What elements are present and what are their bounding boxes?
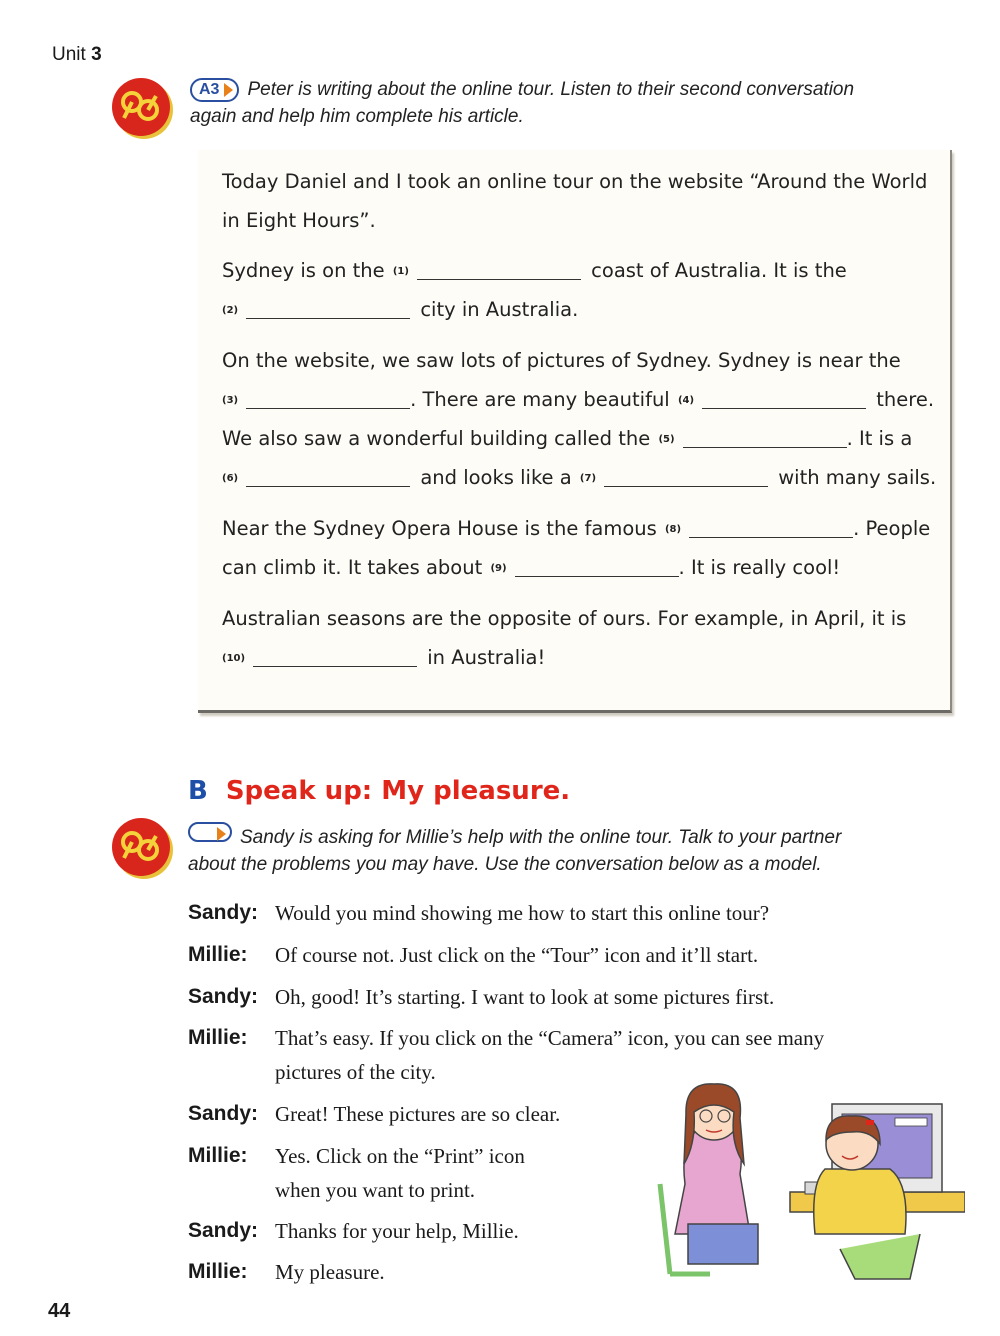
section-b-instruction — [188, 822, 948, 878]
passage-line — [222, 209, 376, 232]
unit-number: 3 — [91, 44, 102, 65]
blank-5[interactable] — [683, 429, 847, 448]
dialogue-line: pictures of the city. — [275, 1060, 436, 1084]
blank-number: (10) — [222, 653, 246, 664]
passage-text: in Eight Hours”. — [222, 209, 376, 232]
dialogue-line: Thanks for your help, Millie. — [275, 1219, 519, 1243]
speaker-name: Sandy: — [188, 985, 259, 1008]
blank-number: (3) — [222, 395, 239, 406]
blank-6[interactable] — [246, 468, 410, 487]
passage-text: Today Daniel and I took an online tour on the website “Around the World — [222, 170, 928, 193]
passage-line — [222, 607, 906, 630]
blank-3[interactable] — [246, 390, 410, 409]
passage-text: with many sails. — [778, 466, 937, 489]
blank-2[interactable] — [246, 300, 410, 319]
section-a-instruction — [190, 76, 950, 130]
blank-10[interactable] — [253, 648, 417, 667]
speaker-name: Millie: — [188, 1144, 248, 1167]
section-b-heading — [188, 776, 570, 806]
passage-line — [222, 298, 578, 321]
passage-line — [222, 388, 934, 411]
blank-number: (9) — [490, 563, 507, 574]
listening-icon — [112, 78, 170, 136]
blank-number: (1) — [392, 266, 409, 277]
passage-text: Near the Sydney Opera House is the famous — [222, 517, 657, 540]
passage-text: in Australia! — [427, 646, 546, 669]
instruction-line-2: about the problems you may have. Use the conversation below as a model. — [188, 854, 822, 875]
audio-track-label: A3 — [199, 81, 220, 98]
audio-track-badge[interactable] — [188, 822, 232, 842]
girls-at-computer-illustration — [640, 1074, 965, 1284]
blank-number: (7) — [579, 473, 597, 484]
page-number: 44 — [48, 1300, 71, 1322]
blank-8[interactable] — [689, 519, 853, 538]
passage-line — [222, 349, 901, 372]
blank-number: (5) — [658, 434, 675, 445]
instruction-line-1: Sandy is asking for Millie’s help with the online tour. Talk to your partner — [240, 827, 842, 848]
passage-line — [222, 170, 927, 193]
blank-number: (6) — [222, 473, 239, 484]
passage-text: We also saw a wonderful building called the — [222, 427, 651, 450]
blank-1[interactable] — [417, 261, 581, 280]
speaker-name: Sandy: — [188, 1219, 259, 1242]
instruction-line-1: Peter is writing about the online tour. Listen to their second conversation — [247, 79, 855, 100]
passage-text: . It is really cool! — [678, 556, 841, 579]
dialogue-line: Great! These pictures are so clear. — [275, 1102, 561, 1126]
unit-label: Unit — [52, 44, 86, 65]
passage-text: On the website, we saw lots of pictures of Sydney. Sydney is near the — [222, 349, 901, 372]
blank-7[interactable] — [604, 468, 768, 487]
passage-line — [222, 517, 930, 540]
passage-text: coast of Australia. It is the — [591, 259, 847, 282]
passage-line — [222, 556, 840, 579]
play-icon — [217, 827, 226, 841]
passage-text: Sydney is on the — [222, 259, 385, 282]
instruction-line-2: again and help him complete his article. — [190, 106, 524, 127]
blank-9[interactable] — [515, 558, 679, 577]
passage-text: . It is a — [846, 427, 913, 450]
blank-number: (4) — [677, 395, 695, 406]
passage-text: Australian seasons are the opposite of ours. For example, in April, it is — [222, 607, 907, 630]
passage-text: and looks like a — [420, 466, 572, 489]
passage-line — [222, 466, 936, 489]
speaker-name: Sandy: — [188, 901, 259, 924]
section-title: Speak up: My pleasure. — [225, 776, 571, 806]
blank-4[interactable] — [702, 390, 866, 409]
passage-text: city in Australia. — [420, 298, 579, 321]
blank-number: (8) — [664, 524, 682, 535]
passage-line — [222, 646, 545, 669]
dialogue-line: My pleasure. — [275, 1260, 385, 1284]
speaking-icon — [112, 818, 170, 876]
passage-line — [222, 427, 912, 450]
dialogue-line: Of course not. Just click on the “Tour” icon and it’ll start. — [275, 943, 759, 967]
passage-text: . People — [853, 517, 931, 540]
play-icon — [224, 83, 233, 97]
dialogue-line: when you want to print. — [275, 1178, 476, 1202]
audio-track-badge[interactable] — [190, 78, 239, 102]
unit-header — [52, 44, 102, 66]
speaker-name: Millie: — [188, 1026, 248, 1049]
passage-text: there. — [876, 388, 935, 411]
section-letter: B — [188, 776, 208, 806]
dialogue-line: Would you mind showing me how to start this online tour? — [275, 901, 770, 925]
blank-number: (2) — [222, 305, 239, 316]
passage-line — [222, 259, 847, 282]
passage-text: can climb it. It takes about — [222, 556, 483, 579]
dialogue-line: Yes. Click on the “Print” icon — [275, 1144, 525, 1168]
dialogue-line: Oh, good! It’s starting. I want to look at some pictures first. — [275, 985, 775, 1009]
speaker-name: Millie: — [188, 943, 248, 966]
speaker-name: Sandy: — [188, 1102, 259, 1125]
passage-text: . There are many beautiful — [410, 388, 670, 411]
speaker-name: Millie: — [188, 1260, 248, 1283]
dialogue-line: That’s easy. If you click on the “Camera” icon, you can see many — [275, 1026, 825, 1050]
